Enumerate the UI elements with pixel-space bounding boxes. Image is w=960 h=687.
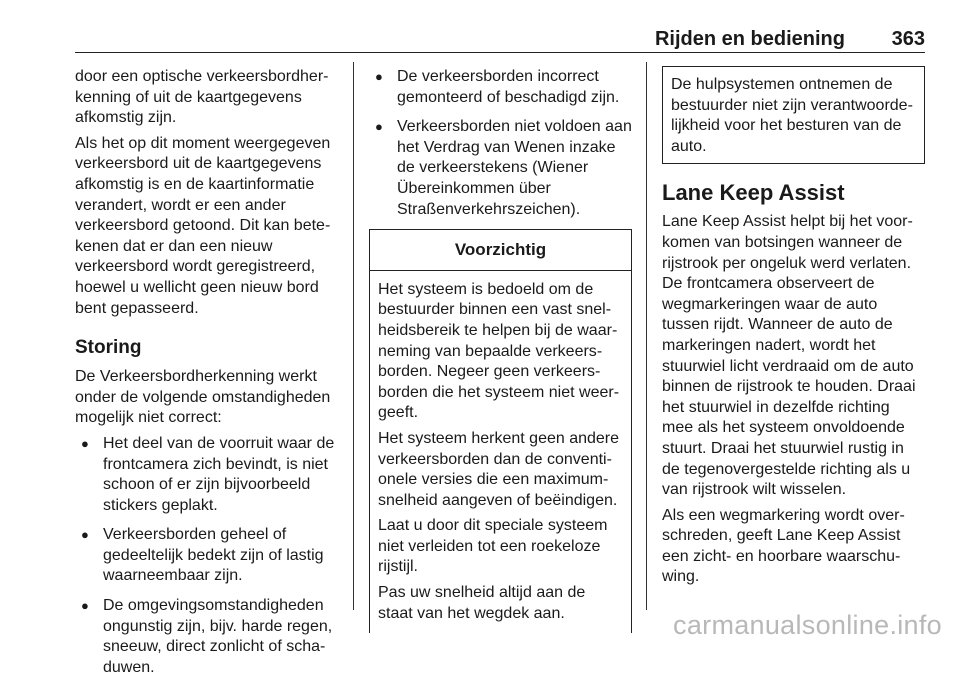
caution-title: Voorzichtig [370, 230, 631, 271]
column-divider-right [646, 62, 647, 610]
list-item: ● De omgevingsomstandigheden ongunstig zijn, bijv. harde regen, sneeuw, direct zonlicht of schaduwen. [75, 596, 341, 678]
paragraph: De Verkeersbordherkenning werkt onder de volgende omstandigheden mogelijk niet correct: [75, 368, 331, 427]
paragraph: Als het op dit moment weergegeven verkeersbord uit de kaartgegevens afkomstig is en de kaartinformatie verandert, wordt er een ander verkeersbord getoond. Dit kan betekenen dat er dan een nieuw verkeersbord wordt geregistreerd, hoewel u wellicht geen nieuw bord bent gepasseerd. [75, 134, 331, 317]
bullet-list [369, 67, 632, 220]
section-heading-storing: Storing [75, 337, 142, 359]
watermark-text: carmanualsonline.info [673, 610, 942, 640]
paragraph: Als een wegmarkering wordt overschreden, geeft Lane Keep Assist een zicht- en hoorbare waarschuwing. [662, 506, 905, 586]
list-item: ● Verkeersborden geheel of gedeeltelijk bedekt zijn of lastig waarneembaar zijn. [75, 525, 341, 587]
note-text: De hulpsystemen ontnemen de bestuurder niet zijn verantwoordelijkheid voor het besturen van de auto. [671, 76, 913, 155]
column-divider-left [353, 62, 354, 610]
paragraph: Lane Keep Assist helpt bij het voorkomen van botsingen wanneer de rijstrook per ongeluk werd verlaten. De frontcamera observeert de wegmarkeringen waar de auto tussen rijdt. Wanneer de auto de markeringen nadert, wordt het stuurwiel licht verdraaid om de auto binnen de rijstrook te houden. Draai het stuurwiel in dezelfde richting mee als het systeem onvoldoende stuurt. Draai het stuurwiel rustig in de tegenovergestelde richting als u van rijstrook wilt wisselen. [662, 213, 916, 499]
caution-paragraph: Laat u door dit speciale systeem niet verleiden tot een roekeloze rijstijl. [378, 517, 608, 576]
section-title: Rijden en bediening [654, 28, 845, 50]
page-header [75, 22, 925, 53]
section-heading-lane-keep-assist: Lane Keep Assist [662, 180, 845, 206]
list-item: ● Het deel van de voorruit waar de frontcamera zich bevindt, is niet schoon of er zijn bijvoorbeeld stickers geplakt. [75, 434, 341, 516]
paragraph: door een optische verkeersbordherkenning of uit de kaartgegevens afkomstig zijn. [75, 68, 329, 127]
column-2 [369, 67, 632, 633]
caution-paragraph: Pas uw snelheid altijd aan de staat van het wegdek aan. [378, 584, 586, 622]
column-3 [662, 66, 925, 593]
caution-paragraph: Het systeem herkent geen andere verkeersborden dan de conventionele versies die een maximumsnelheid aangeven of beëindigen. [378, 429, 620, 509]
caution-paragraph: Het systeem is bedoeld om de bestuurder binnen een vast snelheidsbereik te helpen bij de waarneming van bepaalde verkeersborden. Negeer geen verkeersborden die het systeem niet weergeeft. [378, 280, 620, 422]
column-1 [75, 67, 341, 687]
page-number: 363 [891, 28, 925, 50]
caution-box [369, 229, 632, 633]
note-box [662, 66, 925, 164]
list-item: ● De verkeersborden incorrect gemonteerd of beschadigd zijn. [369, 67, 632, 108]
caution-body [370, 271, 631, 634]
list-item: ● Verkeersborden niet voldoen aan het Verdrag van Wenen inzake de verkeerstekens (Wiener Übereinkommen über Straßenverkehrszeichen). [369, 117, 632, 220]
